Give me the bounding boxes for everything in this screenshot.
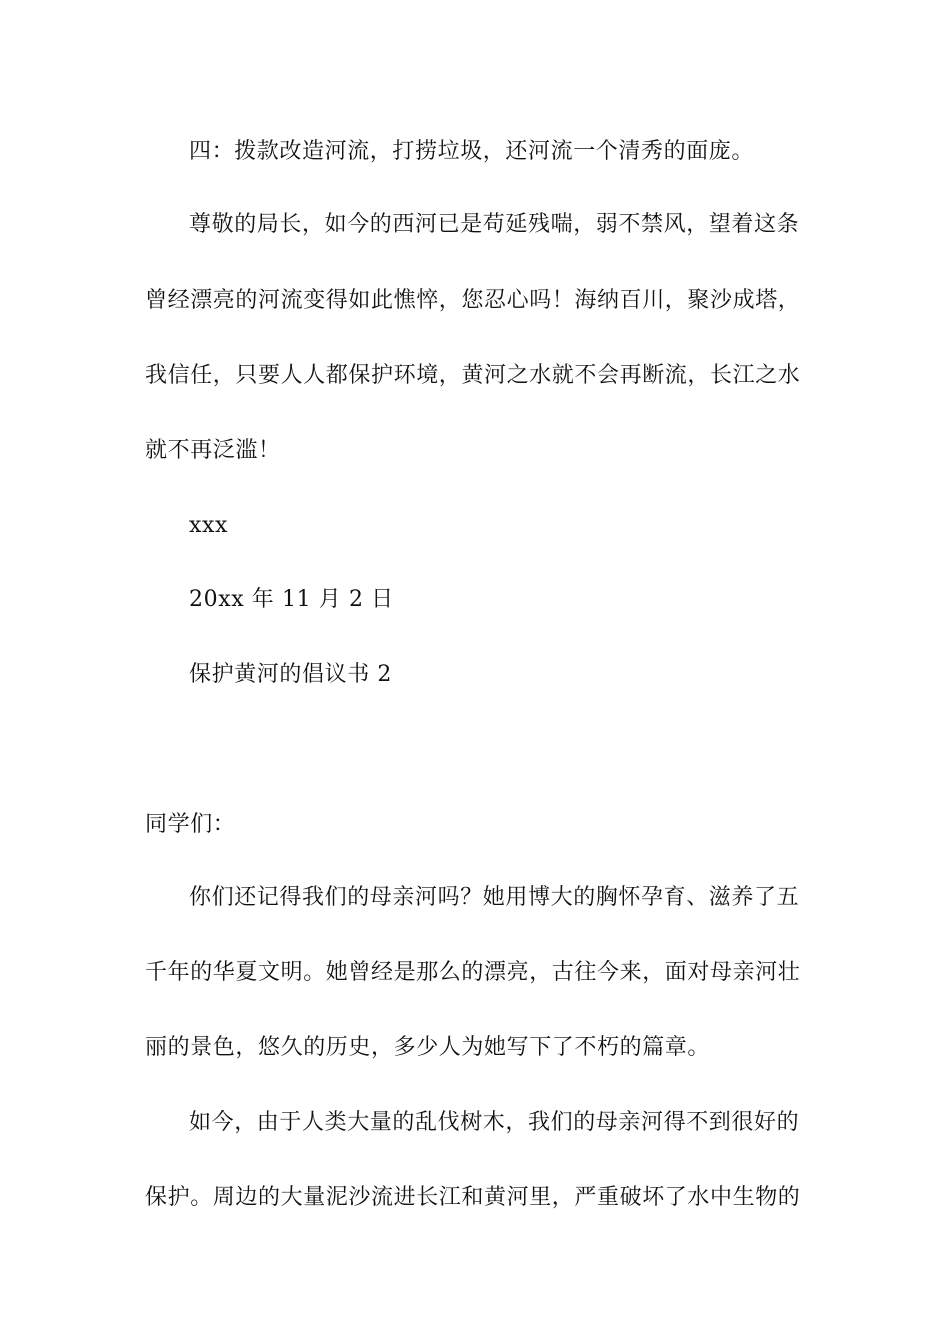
paragraph-line: 尊敬的局长，如今的西河已是苟延残喘，弱不禁风，望着这条 (189, 212, 800, 237)
paragraph-line: 我信任，只要人人都保护环境，黄河之水就不会再断流，长江之水 (145, 363, 801, 388)
paragraph-line: 如今，由于人类大量的乱伐树木，我们的母亲河得不到很好的 (189, 1110, 800, 1135)
paragraph-line: 你们还记得我们的母亲河吗？她用博大的胸怀孕育、滋养了五 (189, 885, 800, 910)
paragraph-line: 保护。周边的大量泥沙流进长江和黄河里，严重破坏了水中生物的 (145, 1185, 801, 1210)
salutation: 同学们： (145, 812, 236, 837)
paragraph-line: 丽的景色，悠久的历史，多少人为她写下了不朽的篇章。 (145, 1035, 711, 1060)
paragraph-line: 四：拨款改造河流，打捞垃圾，还河流一个清秀的面庞。 (189, 139, 755, 164)
paragraph-line: 就不再泛滥！ (145, 438, 281, 463)
paragraph-line: 千年的华夏文明。她曾经是那么的漂亮，古往今来，面对母亲河壮 (145, 960, 801, 985)
section-title: 保护黄河的倡议书 2 (189, 662, 392, 687)
paragraph-line: 曾经漂亮的河流变得如此憔悴，您忍心吗！海纳百川，聚沙成塔， (145, 288, 801, 313)
signature-date: 20xx 年 11 月 2 日 (189, 587, 394, 612)
signature-name: xxx (189, 513, 229, 538)
